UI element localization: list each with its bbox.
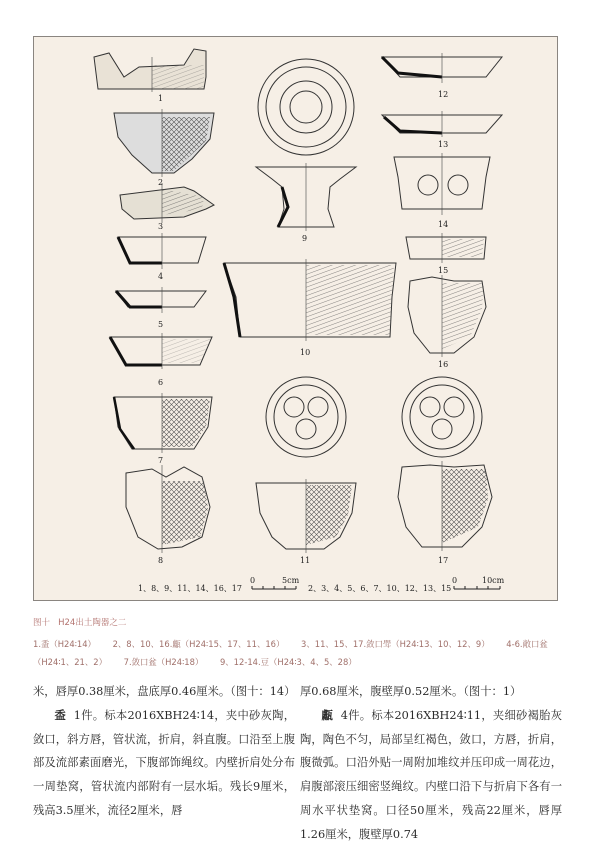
legend-item: 7.敛口盆（H24∶18）	[123, 657, 204, 667]
scale-right-unit: 10cm	[482, 576, 505, 585]
figure-number-17: 17	[438, 556, 449, 565]
legend-item: 2、8、10、16.甗（H24∶15、17、11、16）	[112, 639, 285, 649]
figure-number-7: 7	[158, 456, 164, 465]
paragraph: 米，唇厚0.38厘米，盘底厚0.46厘米。（图十：14）	[33, 685, 296, 698]
figure-number-11: 11	[300, 556, 311, 565]
scale-right-zero: 0	[452, 576, 458, 585]
paragraph-text: 4件。标本2016XBH24∶11，夹细砂褐胎灰陶，陶色不匀，局部呈红褐色，敛口，方唇，折肩，腹微弧。口沿外贴一周附加堆纹并压印成一周花边，肩腹部滚压细密竖绳纹。内壁口沿下与折肩下各有一周水平状垫窝。口径50厘米，残高22厘米，唇厚1.26厘米，腹壁厚0.74	[300, 708, 562, 841]
paragraph-yan	[300, 704, 562, 847]
vessel-drawing-10	[224, 259, 396, 341]
vessel-drawing-7	[114, 393, 212, 453]
scale-bar-right	[454, 586, 500, 589]
term-he: 盉	[54, 707, 67, 722]
vessel-drawing-9	[256, 59, 356, 231]
scale-right-label: 2、3、4、5、6、7、10、12、13、15	[308, 584, 452, 593]
legend-item: 9、12-14.豆（H24∶3、4、5、28）	[219, 657, 357, 667]
pottery-drawings	[34, 37, 559, 602]
figure-caption-title: H24出土陶器之二	[58, 618, 127, 628]
legend-item: 3、11、15、17.敛口斝（H24∶13、10、12、9）	[301, 639, 490, 649]
figure-number-8: 8	[158, 556, 164, 565]
vessel-drawing-15	[406, 233, 486, 263]
scale-left-label: 1、8、9、11、14、16、17	[138, 584, 242, 593]
figure-number-12: 12	[438, 90, 449, 99]
term-yan: 甗	[321, 707, 334, 722]
vessel-drawing-3	[120, 183, 214, 223]
body-column-right	[300, 680, 562, 847]
vessel-drawing-13	[382, 111, 502, 137]
vessel-drawing-16	[408, 275, 486, 357]
figure-number-3: 3	[158, 222, 164, 231]
figure-number-15: 15	[438, 266, 449, 275]
vessel-drawing-4	[118, 233, 206, 269]
vessel-drawing-2	[114, 109, 214, 177]
vessel-drawing-6	[110, 333, 212, 369]
figure-caption	[33, 616, 126, 628]
vessel-drawing-11	[256, 377, 356, 553]
vessel-drawing-5	[116, 287, 206, 313]
vessel-drawing-17	[398, 377, 492, 551]
figure-caption-prefix: 图十	[33, 618, 51, 628]
vessel-drawing-1	[94, 49, 206, 92]
figure-number-10: 10	[300, 348, 311, 357]
figure-number-4: 4	[158, 272, 164, 281]
figure-number-14: 14	[438, 220, 449, 229]
legend-item: 4-6.敞口盆（H24∶1、21、2）	[33, 639, 548, 667]
paragraph-he	[33, 704, 295, 823]
vessel-drawing-14	[394, 153, 490, 215]
figure-number-13: 13	[438, 140, 449, 149]
vessel-drawing-8	[126, 465, 210, 553]
figure-number-5: 5	[158, 320, 164, 329]
scale-left-unit: 5cm	[282, 576, 300, 585]
legend-item: 1.盉（H24∶14）	[33, 639, 96, 649]
figure-number-16: 16	[438, 360, 449, 369]
paragraph-text: 1件。标本2016XBH24∶14，夹中砂灰陶，敛口，斜方唇，管状流，折肩，斜直腹。口沿至上腹部及流部素面磨光，下腹部饰绳纹。内壁折肩处分布一周垫窝，管状流内部附有一层水垢。残长9厘米，残高3.5厘米，流径2厘米，唇	[33, 708, 295, 817]
figure-number-2: 2	[158, 178, 164, 187]
body-column-left	[33, 680, 295, 823]
figure-plate	[33, 36, 558, 601]
scale-bar-left	[252, 586, 296, 589]
figure-number-6: 6	[158, 378, 164, 387]
vessel-drawing-12	[382, 53, 502, 83]
scale-left-zero: 0	[250, 576, 256, 585]
paragraph: 厚0.68厘米，腹壁厚0.52厘米。（图十：1）	[300, 685, 522, 698]
figure-legend	[33, 635, 561, 671]
figure-number-9: 9	[302, 234, 308, 243]
figure-number-1: 1	[158, 94, 164, 103]
